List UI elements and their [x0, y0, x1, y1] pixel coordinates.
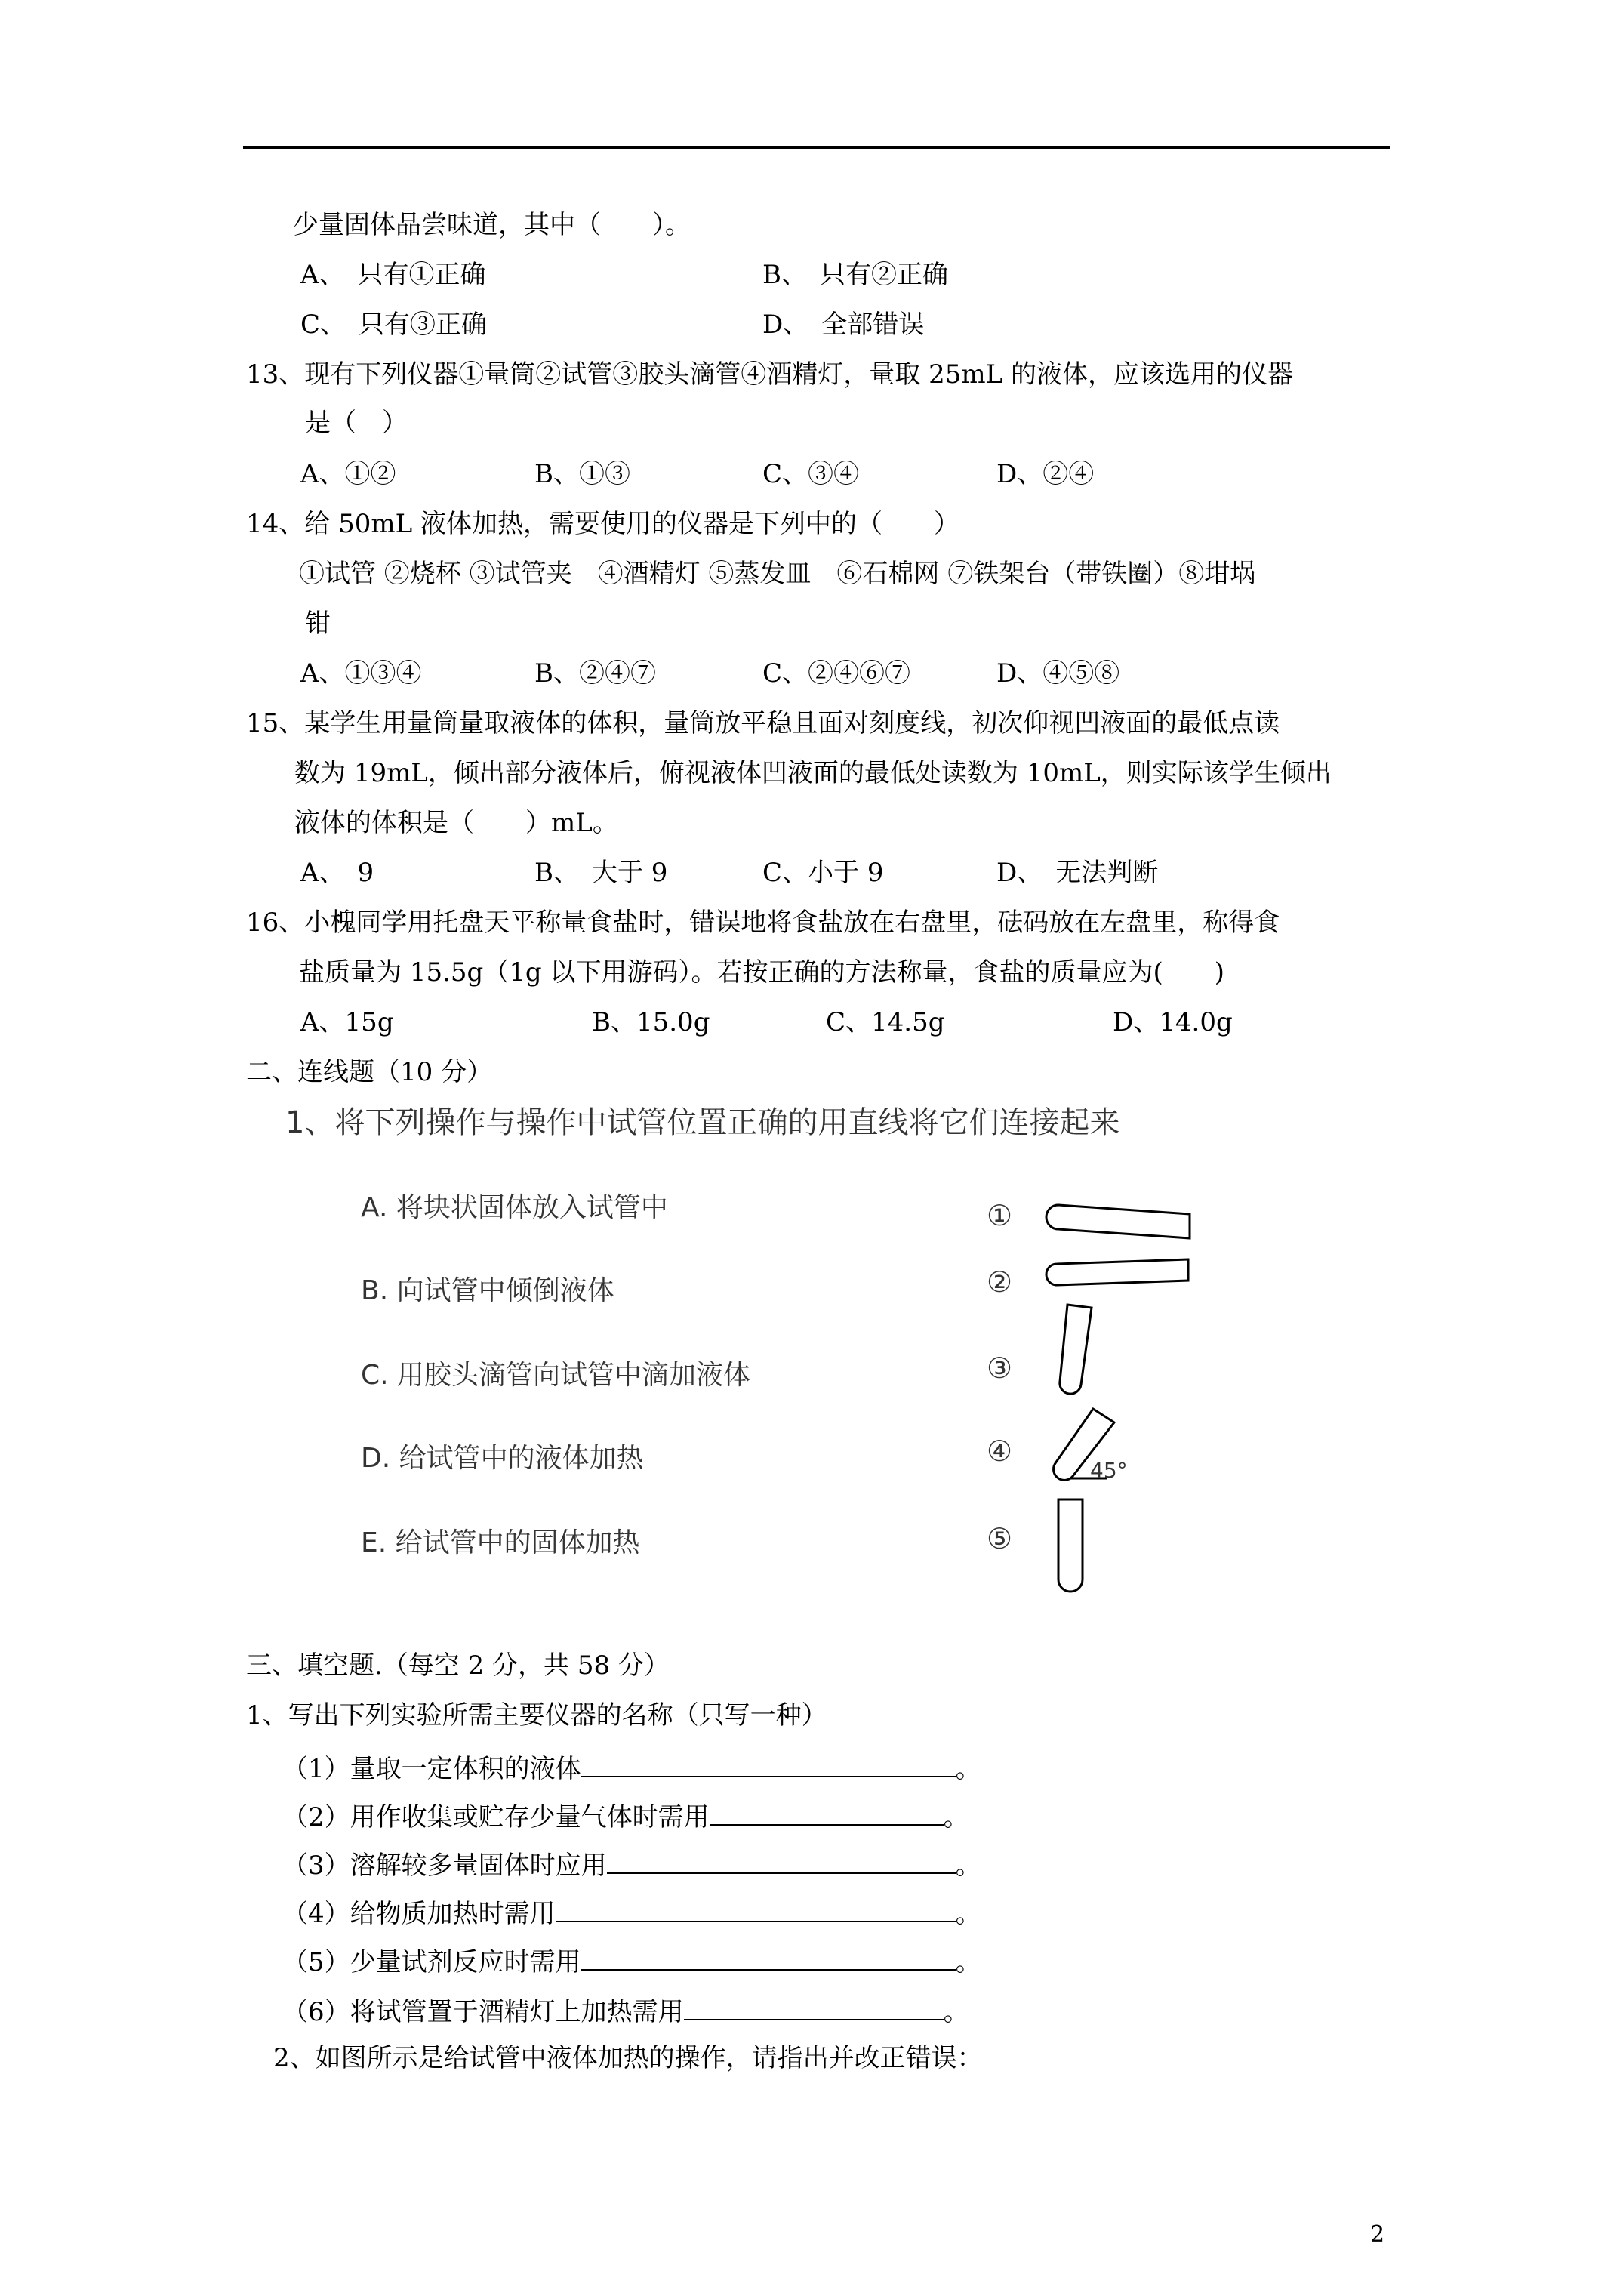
q14-option-a: A、①③④	[300, 658, 422, 689]
fill-item-2: （2）用作收集或贮存少量气体时需用 。	[282, 1798, 969, 1832]
answer-blank-5[interactable]	[581, 1943, 956, 1971]
section3-q2-title: 2、如图所示是给试管中液体加热的操作，请指出并改正错误：	[273, 2043, 983, 2073]
position-number-5: ⑤	[987, 1522, 1013, 1555]
q16-option-d: D、14.0g	[1113, 1007, 1233, 1037]
q16-option-b: B、15.0g	[592, 1007, 710, 1037]
q16-line2: 盐质量为 15.5g（1g 以下用游码）。若按正确的方法称量，食盐的质量应为( )	[299, 957, 1225, 988]
matching-question-title: 1、将下列操作与操作中试管位置正确的用直线将它们连接起来	[285, 1105, 1120, 1140]
fill-item-6: （6）将试管置于酒精灯上加热需用 。	[282, 1993, 969, 2027]
matching-item-e: E. 给试管中的固体加热	[361, 1527, 640, 1558]
position-number-2: ②	[987, 1265, 1013, 1299]
section2-heading: 二、连线题（10 分）	[246, 1057, 493, 1087]
q14-option-c: C、②④⑥⑦	[762, 658, 911, 689]
q15-line3: 液体的体积是（ ）mL。	[294, 808, 618, 838]
answer-blank-3[interactable]	[607, 1847, 956, 1874]
test-tube-1-horizontal	[1042, 1200, 1193, 1246]
test-tube-2-horizontal	[1042, 1256, 1193, 1294]
matching-item-c: C. 用胶头滴管向试管中滴加液体	[361, 1360, 751, 1391]
q12-stem-end: 少量固体品尝味道，其中（ ）。	[293, 210, 691, 240]
matching-item-d: D. 给试管中的液体加热	[361, 1443, 644, 1474]
fill-item-5: （5）少量试剂反应时需用 。	[282, 1943, 981, 1977]
q13-option-d: D、②④	[996, 459, 1095, 489]
q12-option-c: C、 只有③正确	[300, 310, 488, 340]
matching-item-a: A. 将块状固体放入试管中	[361, 1192, 668, 1223]
q15-line2: 数为 19mL，倾出部分液体后，俯视液体凹液面的最低处读数为 10mL，则实际该学生倾出	[294, 758, 1332, 788]
q14-line1: 14、给 50mL 液体加热，需要使用的仪器是下列中的（ ）	[246, 509, 959, 539]
test-tube-3-tilted	[1051, 1300, 1104, 1398]
test-tube-5-vertical	[1054, 1495, 1092, 1593]
q15-option-b: B、 大于 9	[534, 858, 668, 888]
q15-option-d: D、 无法判断	[996, 858, 1159, 888]
position-number-1: ①	[987, 1199, 1013, 1232]
q14-option-d: D、④⑤⑧	[996, 658, 1120, 689]
position-number-3: ③	[987, 1351, 1013, 1385]
q16-option-c: C、14.5g	[826, 1007, 945, 1037]
fill-item-1: （1）量取一定体积的液体 。	[282, 1750, 981, 1784]
q12-option-a: A、 只有①正确	[300, 260, 486, 290]
page-number: 2	[1370, 2221, 1385, 2248]
q14-line2: ①试管 ②烧杯 ③试管夹 ④酒精灯 ⑤蒸发皿 ⑥石棉网 ⑦铁架台（带铁圈）⑧坩埚	[299, 559, 1256, 589]
position-number-4: ④	[987, 1435, 1013, 1468]
header-rule	[243, 146, 1390, 149]
q16-line1: 16、小槐同学用托盘天平称量食盐时，错误地将食盐放在右盘里，砝码放在左盘里，称得食	[246, 908, 1280, 938]
q12-option-d: D、 全部错误	[762, 310, 925, 340]
q13-option-a: A、①②	[300, 459, 396, 489]
q13-line1: 13、现有下列仪器①量筒②试管③胶头滴管④酒精灯，量取 25mL 的液体，应该选用的仪器	[246, 359, 1293, 390]
q13-option-c: C、③④	[762, 459, 860, 489]
answer-blank-4[interactable]	[556, 1895, 956, 1922]
q15-line1: 15、某学生用量筒量取液体的体积，量筒放平稳且面对刻度线，初次仰视凹液面的最低点读	[246, 708, 1280, 738]
section3-q1-title: 1、写出下列实验所需主要仪器的名称（只写一种）	[246, 1700, 827, 1730]
q13-line2: 是（ ）	[305, 408, 408, 438]
fill-item-3: （3）溶解较多量固体时应用 。	[282, 1847, 981, 1881]
q15-option-a: A、 9	[300, 858, 374, 888]
answer-blank-1[interactable]	[581, 1750, 956, 1777]
angle-label: 45°	[1090, 1458, 1128, 1483]
q13-option-b: B、①③	[534, 459, 630, 489]
matching-item-b: B. 向试管中倾倒液体	[361, 1275, 614, 1306]
q16-option-a: A、15g	[300, 1007, 394, 1037]
q14-option-b: B、②④⑦	[534, 658, 656, 689]
q15-option-c: C、小于 9	[762, 858, 884, 888]
section3-heading: 三、填空题.（每空 2 分，共 58 分）	[246, 1650, 670, 1681]
q12-option-b: B、 只有②正确	[762, 260, 948, 290]
fill-item-4: （4）给物质加热时需用 。	[282, 1895, 981, 1929]
answer-blank-2[interactable]	[710, 1798, 944, 1826]
q14-line3: 钳	[305, 609, 331, 639]
answer-blank-6[interactable]	[684, 1993, 944, 2020]
